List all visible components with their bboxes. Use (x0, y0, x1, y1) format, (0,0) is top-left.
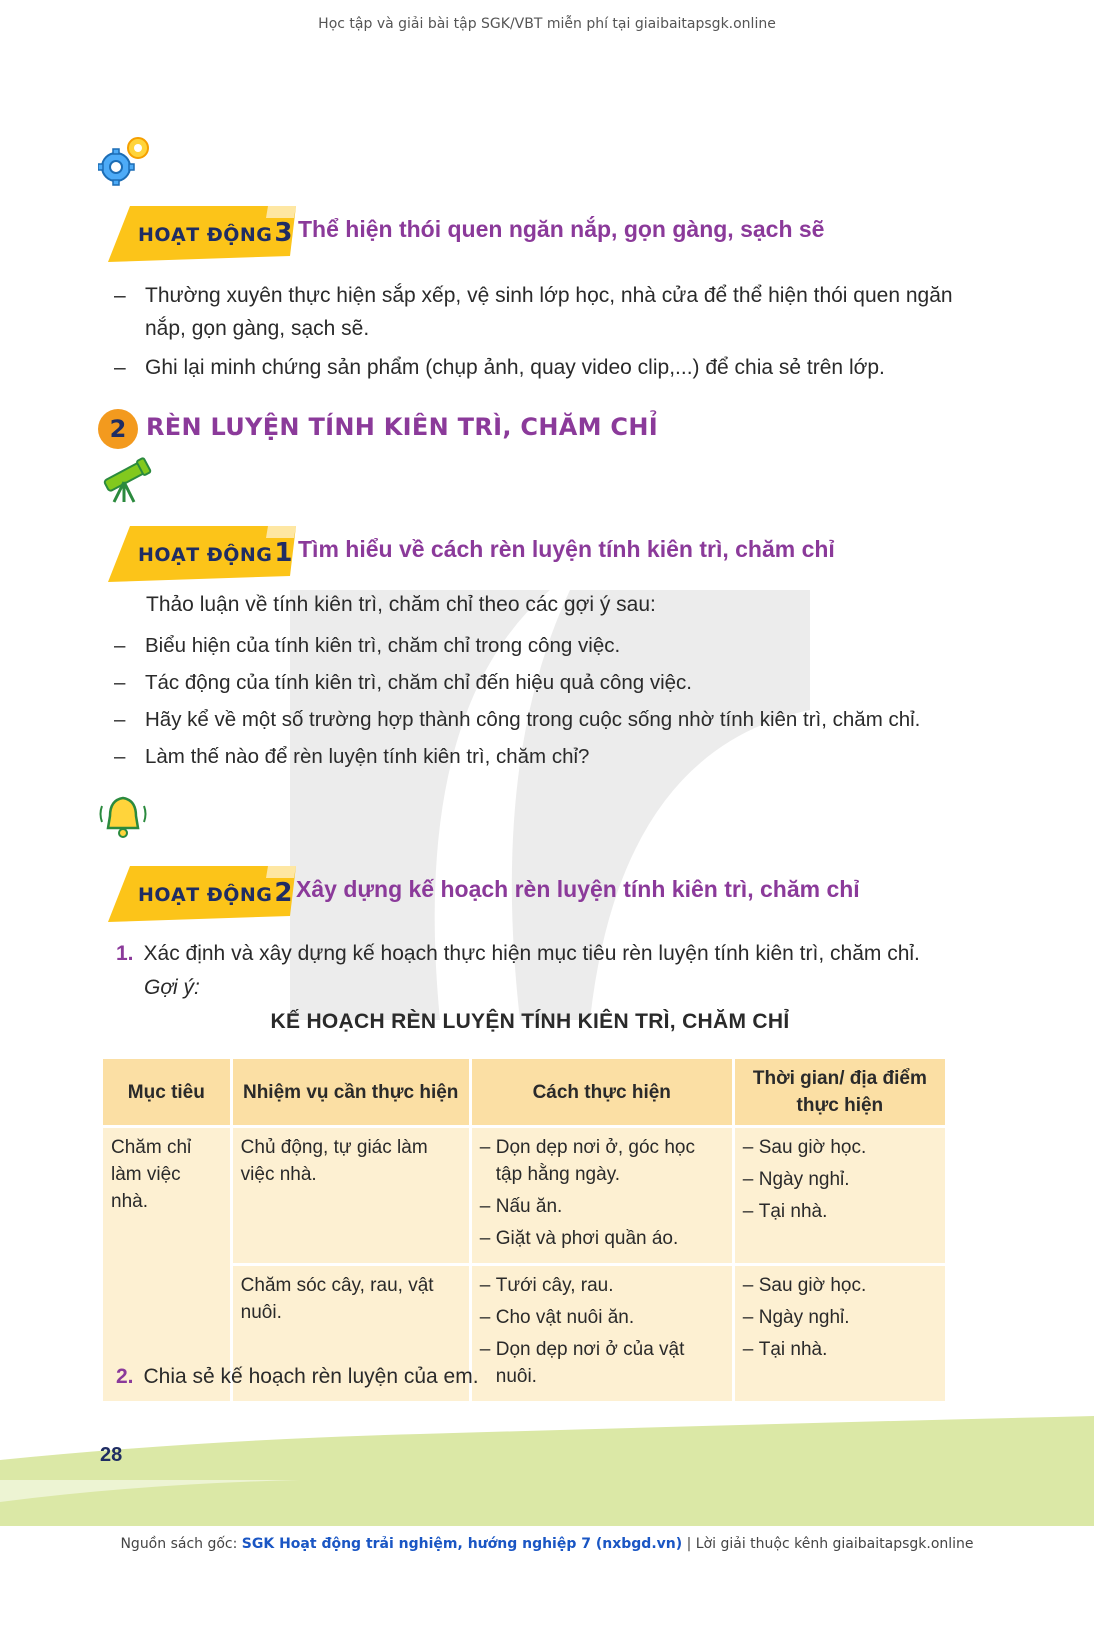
item-number: 1. (116, 942, 134, 965)
activity-3-bullet-list (112, 279, 962, 390)
footer-suffix: | Lời giải thuộc kênh giaibaitapsgk.online (682, 1536, 974, 1552)
footer-prefix: Nguồn sách gốc: (120, 1536, 242, 1552)
activity-2-tag-label: HOẠT ĐỘNG (138, 884, 273, 906)
section-2-heading (98, 409, 798, 449)
time-item: – Sau giờ học. (743, 1272, 937, 1299)
method-item: – Cho vật nuôi ăn. (480, 1304, 724, 1331)
method-cell (470, 1127, 733, 1265)
column-header: Cách thực hiện (470, 1058, 733, 1127)
table-row (102, 1127, 947, 1265)
task-cell: Chăm sóc cây, rau, vật nuôi. (231, 1265, 470, 1403)
page-number: 28 (100, 1444, 123, 1466)
activity-2-banner (100, 860, 1000, 922)
activity-2-item-1 (116, 937, 920, 970)
list-item: – Thường xuyên thực hiện sắp xếp, vệ sinh lớp học, nhà cửa để thể hiện thói quen ngăn nắp, gọn gàng, sạch sẽ. (112, 279, 962, 345)
activity-1-tag-label: HOẠT ĐỘNG (138, 544, 273, 566)
method-item: – Dọn dẹp nơi ở của vật nuôi. (480, 1336, 724, 1390)
activity-3-number: 3 (274, 218, 293, 248)
time-item: – Ngày nghỉ. (743, 1304, 937, 1331)
activity-1-tag (108, 526, 298, 576)
activity-2-number: 2 (274, 878, 293, 908)
item-text: Xác định và xây dựng kế hoạch thực hiện mục tiêu rèn luyện tính kiên trì, chăm chỉ. (143, 942, 920, 965)
item-text: Chia sẻ kế hoạch rèn luyện của em. (143, 1365, 479, 1388)
activity-2-title: Xây dựng kế hoạch rèn luyện tính kiên trì, chăm chỉ (296, 876, 860, 902)
time-item: – Tại nhà. (743, 1198, 937, 1225)
section-title: RÈN LUYỆN TÍNH KIÊN TRÌ, CHĂM CHỈ (146, 413, 658, 441)
activity-2-item-2 (116, 1360, 479, 1393)
telescope-icon (98, 456, 154, 504)
activity-1-number: 1 (274, 538, 293, 568)
time-item: – Ngày nghỉ. (743, 1166, 937, 1193)
footer-source-note (0, 1536, 1094, 1552)
time-item: – Tại nhà. (743, 1336, 937, 1363)
bottom-wave-decoration (0, 1410, 1094, 1526)
section-number-badge: 2 (98, 409, 138, 449)
activity-3-tag (108, 206, 298, 256)
activity-1-banner (100, 520, 1000, 582)
table-header-row (102, 1058, 947, 1127)
column-header: Nhiệm vụ cần thực hiện (231, 1058, 470, 1127)
activity-1-title: Tìm hiểu về cách rèn luyện tính kiên trì, chăm chỉ (298, 536, 835, 562)
method-item: – Tưới cây, rau. (480, 1272, 724, 1299)
method-cell (470, 1265, 733, 1403)
time-cell (733, 1127, 946, 1265)
activity-3-title: Thể hiện thói quen ngăn nắp, gọn gàng, sạch sẽ (298, 216, 825, 242)
footer-source-link[interactable]: SGK Hoạt động trải nghiệm, hướng nghiệp 7 (nxbgd.vn) (241, 1536, 683, 1552)
gear-icon (98, 134, 156, 188)
list-item: – Làm thế nào để rèn luyện tính kiên trì, chăm chỉ? (112, 740, 962, 773)
column-header: Mục tiêu (102, 1058, 232, 1127)
activity-3-tag-label: HOẠT ĐỘNG (138, 224, 273, 246)
method-item: – Giặt và phơi quần áo. (480, 1225, 724, 1252)
bell-icon (98, 792, 148, 842)
hint-label: Gợi ý: (144, 976, 200, 999)
list-item: – Biểu hiện của tính kiên trì, chăm chỉ trong công việc. (112, 629, 962, 662)
plan-table (100, 1056, 948, 1404)
list-item: – Ghi lại minh chứng sản phẩm (chụp ảnh, quay video clip,...) để chia sẻ trên lớp. (112, 351, 962, 384)
method-item: – Dọn dẹp nơi ở, góc học tập hằng ngày. (480, 1134, 724, 1188)
goal-cell: Chăm chỉ làm việc nhà. (102, 1127, 232, 1403)
header-note: Học tập và giải bài tập SGK/VBT miễn phí tại giaibaitapsgk.online (318, 16, 776, 32)
time-cell (733, 1265, 946, 1403)
plan-table-title: KẾ HOẠCH RÈN LUYỆN TÍNH KIÊN TRÌ, CHĂM CHỈ (270, 1010, 790, 1033)
activity-2-tag (108, 866, 298, 916)
column-header: Thời gian/ địa điểm thực hiện (733, 1058, 946, 1127)
activity-1-bullet-list (112, 629, 962, 777)
list-item: – Tác động của tính kiên trì, chăm chỉ đến hiệu quả công việc. (112, 666, 962, 699)
list-item: – Hãy kể về một số trường hợp thành công trong cuộc sống nhờ tính kiên trì, chăm chỉ. (112, 703, 962, 736)
activity-1-intro: Thảo luận về tính kiên trì, chăm chỉ theo các gợi ý sau: (146, 593, 656, 616)
activity-3-banner (100, 200, 1000, 262)
item-number: 2. (116, 1365, 134, 1388)
method-item: – Nấu ăn. (480, 1193, 724, 1220)
time-item: – Sau giờ học. (743, 1134, 937, 1161)
task-cell: Chủ động, tự giác làm việc nhà. (231, 1127, 470, 1265)
